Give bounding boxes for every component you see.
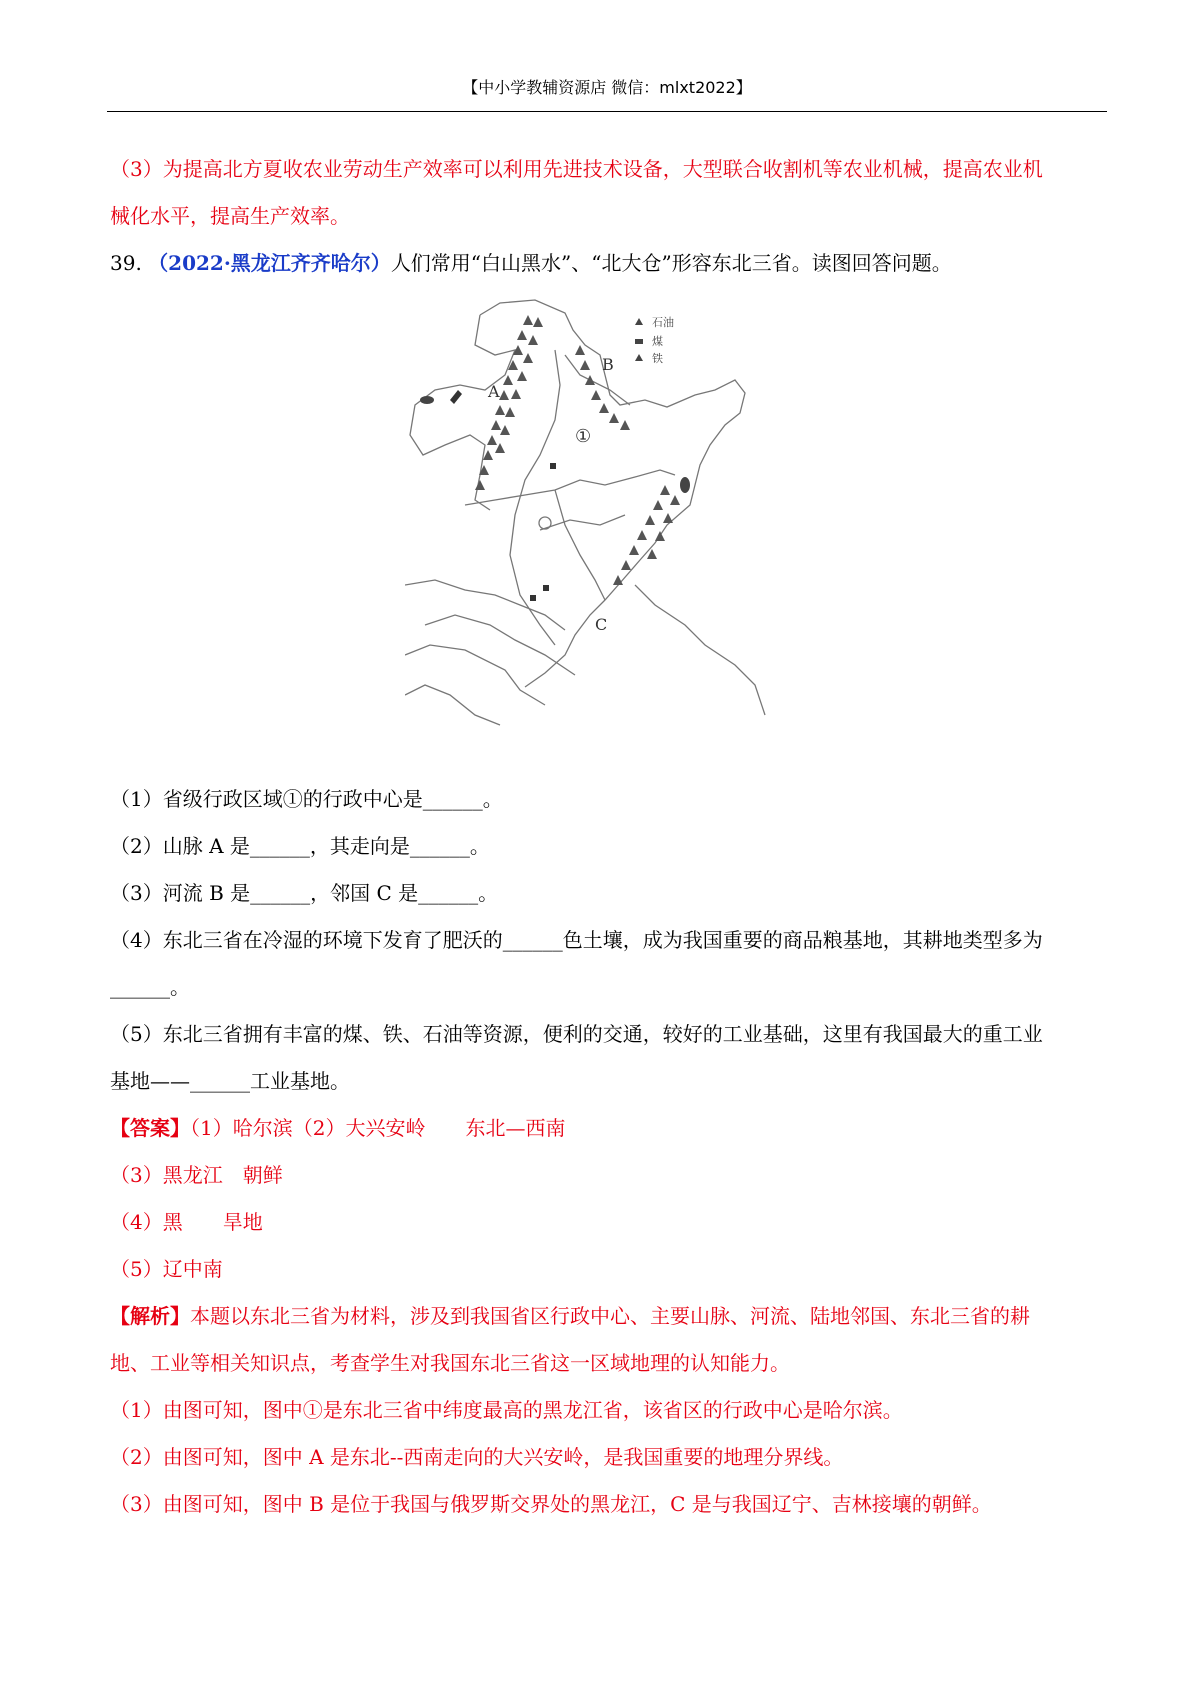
northeast-china-map <box>405 295 790 760</box>
answer-text-1: （1）哈尔滨（2）大兴安岭 东北—西南 <box>190 1116 566 1140</box>
prev-answer-line-2: 械化水平，提高生产效率。 <box>110 204 350 228</box>
question-source: （2022·黑龙江齐齐哈尔） <box>148 251 391 275</box>
question-number: 39. <box>110 251 142 275</box>
province-boundary <box>405 580 565 630</box>
province-boundary <box>465 470 675 505</box>
label-c: C <box>595 615 608 634</box>
river <box>540 515 625 530</box>
sub-question-4-line-1: （4）东北三省在冷湿的环境下发育了肥沃的______色土壤，成为我国重要的商品粮基地，其耕地类型多为 <box>110 928 1043 952</box>
analysis-line-3: （1）由图可知，图中①是东北三省中纬度最高的黑龙江省，该省区的行政中心是哈尔滨。 <box>110 1398 903 1422</box>
answer-tag: 【答案】 <box>110 1116 190 1140</box>
answer-line-1 <box>110 1115 565 1141</box>
sub-question-1: （1）省级行政区域①的行政中心是______。 <box>110 787 503 811</box>
map-legend <box>635 318 643 361</box>
analysis-line-4: （2）由图可知，图中 A 是东北--西南走向的大兴安岭，是我国重要的地理分界线。 <box>110 1445 844 1469</box>
lake <box>420 396 434 404</box>
analysis-text-1: 本题以东北三省为材料，涉及到我国省区行政中心、主要山脉、河流、陆地邻国、东北三省的耕 <box>190 1304 1030 1328</box>
sub-question-5-line-2: 基地——______工业基地。 <box>110 1069 350 1093</box>
answer-line-3: （4）黑 旱地 <box>110 1210 263 1234</box>
mountain-range-a <box>475 315 543 490</box>
analysis-line-5: （3）由图可知，图中 B 是位于我国与俄罗斯交界处的黑龙江，C 是与我国辽宁、吉林接壤的朝鲜。 <box>110 1492 992 1516</box>
sub-question-5-line-1: （5）东北三省拥有丰富的煤、铁、石油等资源，便利的交通，较好的工业基础，这里有我国最大的重工业 <box>110 1022 1043 1046</box>
lake <box>680 477 690 493</box>
sub-question-3: （3）河流 B 是______，邻国 C 是______。 <box>110 881 499 905</box>
analysis-line-2: 地、工业等相关知识点，考查学生对我国东北三省这一区域地理的认知能力。 <box>110 1351 790 1375</box>
answer-line-2: （3）黑龙江 朝鲜 <box>110 1163 283 1187</box>
province-boundary <box>555 490 605 600</box>
question-stem: 人们常用“白山黑水”、“北大仓”形容东北三省。读图回答问题。 <box>390 251 952 275</box>
page-header: 【中小学教辅资源店 微信：mlxt2022】 <box>462 78 752 97</box>
legend-coal: 煤 <box>652 335 663 348</box>
sub-question-2: （2）山脉 A 是______，其走向是______。 <box>110 834 490 858</box>
legend-iron: 铁 <box>652 352 663 365</box>
label-b: B <box>602 355 614 374</box>
sub-question-4-line-2: ______。 <box>110 975 190 999</box>
prev-answer-line-1: （3）为提高北方夏收农业劳动生产效率可以利用先进技术设备，大型联合收割机等农业机械，提高农业机 <box>110 157 1043 181</box>
coastline <box>405 685 500 725</box>
changbai-mountains <box>613 485 680 585</box>
legend-oil: 石油 <box>652 316 674 329</box>
lake <box>539 517 551 529</box>
river <box>405 645 545 705</box>
question-39 <box>110 250 952 276</box>
coastline <box>635 585 765 715</box>
analysis-tag: 【解析】 <box>110 1304 190 1328</box>
header-divider <box>107 111 1107 112</box>
label-region-1: ① <box>575 426 592 447</box>
answer-line-4: （5）辽中南 <box>110 1257 223 1281</box>
resource-symbols <box>450 390 556 601</box>
analysis-line-1 <box>110 1303 1030 1329</box>
label-a: A <box>488 382 500 401</box>
